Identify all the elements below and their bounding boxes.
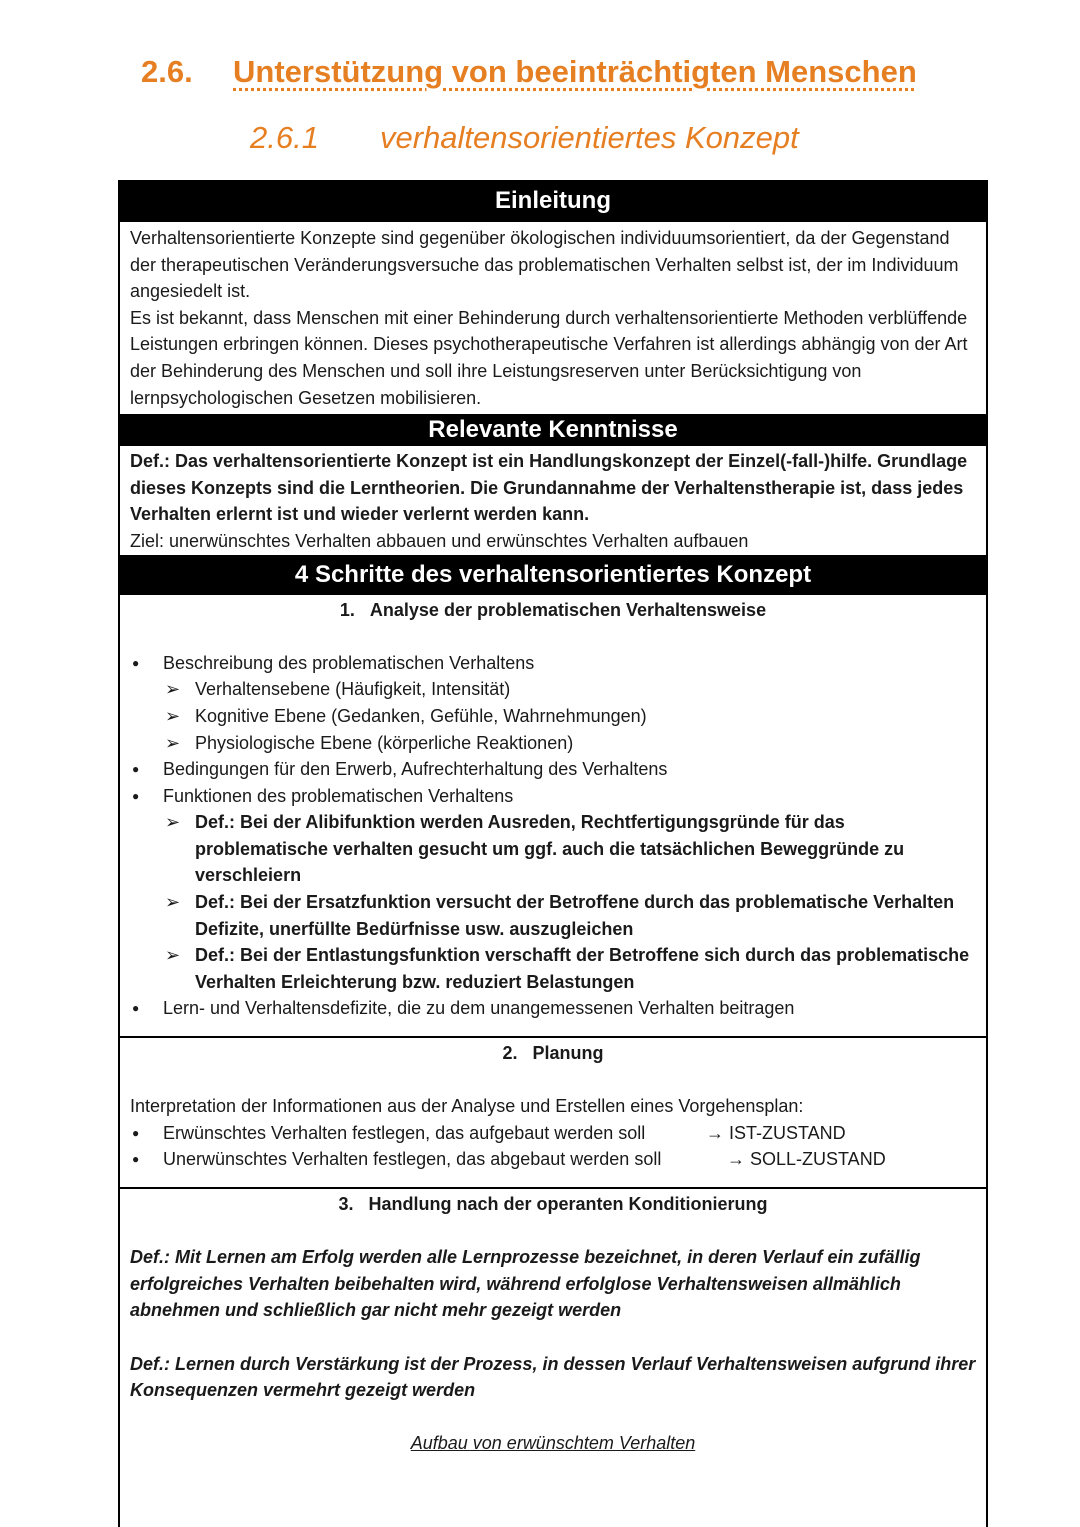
subsection-heading: [250, 120, 799, 156]
step1-list: [130, 650, 976, 677]
kenntnisse-body: [120, 446, 986, 556]
step2-title-text: Planung: [532, 1043, 604, 1064]
list-item: [130, 756, 976, 783]
step2-state-2: → SOLL-ZUSTAND: [727, 1149, 886, 1170]
step2-bullet-2: Unerwünschtes Verhalten festlegen, das abgebaut werden soll: [163, 1149, 662, 1170]
step1-bullet-3: Funktionen des problematischen Verhaltens: [163, 785, 514, 806]
step2-bullet-1: Erwünschtes Verhalten festlegen, das aufgebaut werden soll: [163, 1122, 646, 1143]
step2-list: [130, 1120, 976, 1173]
list-item: [130, 783, 976, 810]
kenntnisse-ziel: Ziel: unerwünschtes Verhalten abbauen und erwünschtes Verhalten aufbauen: [130, 530, 749, 551]
einleitung-paragraph-1: Verhaltensorientierte Konzepte sind gegenüber ökologischen individuumsorientiert, da der Gegenstand der therapeutischen Veränderungsversuche das problematischen Verhalten selbst ist, der im Individuum angesiedelt ist.: [130, 228, 959, 302]
list-item: ➢ Verhaltensebene (Häufigkeit, Intensität): [163, 676, 976, 703]
step2-state-1: → IST-ZUSTAND: [706, 1122, 846, 1143]
step1-sublist-1: [130, 676, 976, 756]
step3-definition-1: Def.: Mit Lernen am Erfolg werden alle Lernprozesse bezeichnet, in deren Verlauf ein zufällig erfolgreiches Verhalten beibehalten wird, während erfolglose Verhaltensweisen allmählich abnehmen und schließlich gar nicht mehr gezeigt werden: [130, 1247, 921, 1321]
subsection-title: verhaltensorientiertes Konzept: [380, 120, 799, 155]
step3-definition-2: Def.: Lernen durch Verstärkung ist der Prozess, in dessen Verlauf Verhaltensweisen aufgrund ihrer Konsequenzen vermehrt gezeigt werden: [130, 1353, 976, 1401]
kenntnisse-header: Relevante Kenntnisse: [120, 414, 986, 446]
list-item: ➢ Physiologische Ebene (körperliche Reaktionen): [163, 730, 976, 757]
step1-list-end: [130, 995, 976, 1022]
step3-section: [120, 1189, 986, 1459]
list-item: ➢ Kognitive Ebene (Gedanken, Gefühle, Wahrnehmungen): [163, 703, 976, 730]
list-item: ➢ Def.: Bei der Entlastungsfunktion verschafft der Betroffene sich durch das problematische Verhalten Erleichterung bzw. reduziert Belastungen: [163, 942, 976, 995]
step1-list-cont: [130, 756, 976, 809]
list-item: [130, 1146, 976, 1173]
einleitung-paragraph-2: Es ist bekannt, dass Menschen mit einer Behinderung durch verhaltensorientierte Methoden verblüffende Leistungen erbringen können. Dieses psychotherapeutische Verfahren ist allerdings abhängig von der Art der Behinderung des Menschen und soll ihre Leistungsreserven unter Berücksichtigung von lernpsychologischen Gesetzen mobilisieren.: [130, 307, 968, 408]
section-number: 2.6.: [141, 54, 193, 89]
einleitung-body: [120, 222, 986, 413]
step1-bullet-2: Bedingungen für den Erwerb, Aufrechterhaltung des Verhaltens: [163, 759, 668, 780]
step3-number: 3.: [338, 1194, 354, 1214]
list-item: [130, 650, 976, 677]
list-item: ➢ Def.: Bei der Alibifunktion werden Ausreden, Rechtfertigungsgründe für das problematische verhalten gesucht um ggf. auch die tatsächlichen Beweggründe zu verschleiern: [163, 809, 976, 889]
schritte-header: 4 Schritte des verhaltensorientiertes Konzept: [120, 555, 986, 595]
step2-section: [120, 1038, 986, 1187]
step1-number: 1.: [339, 599, 355, 620]
step1-title-text: Analyse der problematischen Verhaltensweise: [369, 599, 767, 620]
content-table: [118, 180, 988, 1527]
step2-title: [130, 1040, 976, 1067]
step3-title: [130, 1191, 976, 1218]
list-item: [130, 1120, 976, 1147]
step3-title-text: Handlung nach der operanten Konditionierung: [368, 1194, 768, 1214]
step1-bullet-1: Beschreibung des problematischen Verhaltens: [163, 652, 535, 673]
step3-subheading: Aufbau von erwünschtem Verhalten: [410, 1433, 696, 1454]
einleitung-header: Einleitung: [120, 180, 986, 222]
step2-intro: Interpretation der Informationen aus der Analyse und Erstellen eines Vorgehensplan:: [130, 1096, 804, 1117]
step1-bullet-4: Lern- und Verhaltensdefizite, die zu dem unangemessenen Verhalten beitragen: [163, 998, 795, 1019]
list-item: ➢ Def.: Bei der Ersatzfunktion versucht der Betroffene durch das problematische Verhalten Defizite, unerfüllte Bedürfnisse usw. auszugleichen: [163, 889, 976, 942]
list-item: [130, 995, 976, 1022]
section-title: Unterstützung von beeinträchtigten Menschen: [233, 54, 917, 89]
subsection-number: 2.6.1: [250, 120, 319, 155]
step1-section: [120, 595, 986, 1037]
section-heading: [141, 54, 917, 90]
kenntnisse-definition: Def.: Das verhaltensorientierte Konzept ist ein Handlungskonzept der Einzel(-fall-)hilfe. Grundlage dieses Konzepts sind die Lerntheorien. Die Grundannahme der Verhaltenstherapie ist, dass jedes Verhalten erlernt ist und wieder verlernt werden kann.: [130, 451, 968, 525]
step1-title: [130, 597, 976, 624]
step2-number: 2.: [502, 1043, 518, 1064]
step1-sublist-2: [130, 809, 976, 995]
